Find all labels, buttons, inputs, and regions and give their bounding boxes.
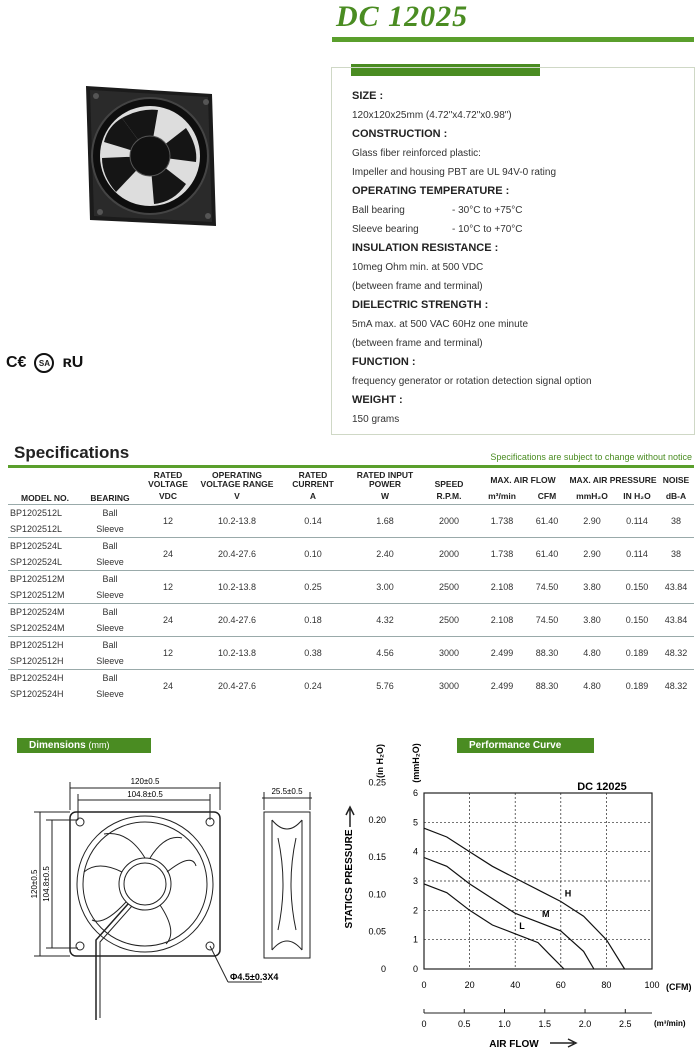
model-cell: BP1202524M: [8, 603, 82, 620]
bearing-cell: Ball: [82, 570, 138, 587]
y-tick-label-right: 6: [412, 788, 418, 798]
value-cell: 10.2-13.8: [198, 636, 276, 669]
value-cell: 38: [658, 537, 694, 570]
value-cell: 20.4-27.6: [198, 603, 276, 636]
series-line-l: [424, 884, 564, 969]
spec-pair: [352, 204, 684, 217]
value-cell: 0.24: [276, 669, 350, 702]
value-cell: 0.14: [276, 504, 350, 537]
value-cell: 2.499: [478, 636, 526, 669]
spec-heading-size: SIZE :: [352, 90, 384, 102]
value-cell: 0.10: [276, 537, 350, 570]
value-cell: 3.00: [350, 570, 420, 603]
value-cell: 0.189: [616, 636, 658, 669]
value-cell: 4.80: [568, 636, 616, 669]
spec-text: 10meg Ohm min. at 500 VDC: [352, 262, 484, 273]
bearing-cell: Ball: [82, 636, 138, 653]
dim-outer-width: 120±0.5: [130, 777, 160, 786]
y-unit-right: (mmH₂O): [411, 743, 421, 783]
dimensions-tab-label: Dimensions: [29, 740, 86, 751]
x-axis-label: AIR FLOW: [489, 1039, 539, 1050]
unit-cell: VDC: [138, 490, 198, 504]
spec-pair: [352, 223, 684, 236]
spec-heading-function: FUNCTION :: [352, 356, 416, 368]
spec-text: (between frame and terminal): [352, 281, 483, 292]
value-cell: 2.40: [350, 537, 420, 570]
unit-cell: m³/min: [478, 490, 526, 504]
value-cell: 24: [138, 603, 198, 636]
col-header-model: MODEL NO.: [20, 492, 69, 503]
spec-heading-temperature: OPERATING TEMPERATURE :: [352, 185, 510, 197]
value-cell: 3.80: [568, 603, 616, 636]
model-cell: SP1202512M: [10, 589, 65, 600]
x-tick-label: 100: [644, 980, 660, 990]
value-cell: 1.738: [478, 504, 526, 537]
fan-photo: [82, 80, 222, 230]
value-cell: 0.150: [616, 603, 658, 636]
value-cell: 1.738: [478, 537, 526, 570]
y-tick-label-right: 5: [412, 817, 418, 828]
model-cell: SP1202524L: [10, 556, 63, 567]
secondary-x-tick-label: 1.0: [498, 1019, 511, 1029]
bearing-cell: Sleeve: [96, 622, 124, 633]
value-cell: 2.90: [568, 504, 616, 537]
value-cell: 43.84: [658, 570, 694, 603]
model-cell: BP1202512H: [8, 636, 82, 653]
value-cell: 38: [658, 504, 694, 537]
col-header-pressure: MAX. AIR PRESSURE: [569, 474, 657, 485]
table-body: [8, 504, 694, 702]
y-unit-left: (in H₂O): [375, 744, 385, 778]
y-axis-arrow: [346, 807, 354, 827]
unit-cell: mmH₂O: [568, 490, 616, 504]
spec-text: 5mA max. at 500 VAC 60Hz one minute: [352, 319, 529, 330]
value-cell: 48.32: [658, 669, 694, 702]
bearing-cell: Ball: [82, 603, 138, 620]
table-row: [8, 669, 694, 686]
value-cell: 48.32: [658, 636, 694, 669]
y-tick-label-left: 0.05: [368, 926, 386, 937]
model-cell: BP1202512M: [8, 570, 82, 587]
value-cell: 0.189: [616, 669, 658, 702]
value-cell: 0.38: [276, 636, 350, 669]
unit-cell: CFM: [526, 490, 568, 504]
x-tick-label: 0: [421, 980, 427, 990]
value-cell: 2.108: [478, 603, 526, 636]
value-cell: 12: [138, 504, 198, 537]
x-tick-label: 80: [601, 980, 612, 990]
secondary-x-tick-label: 2.5: [619, 1019, 632, 1029]
bearing-cell: Sleeve: [96, 655, 124, 666]
x-tick-label: 60: [555, 980, 566, 990]
dimensions-tab: [17, 738, 151, 753]
value-cell: 88.30: [526, 636, 568, 669]
section-title: Specifications: [14, 443, 130, 462]
y-tick-label-right: 4: [412, 846, 418, 857]
model-cell: SP1202512L: [10, 523, 63, 534]
bearing-cell: Sleeve: [96, 556, 124, 567]
performance-chart: [336, 735, 700, 1050]
y-tick-label-right: 1: [412, 934, 418, 945]
y-tick-label-right: 3: [412, 876, 418, 886]
value-cell: 12: [138, 636, 198, 669]
bearing-cell: Ball: [82, 504, 138, 521]
value-cell: 61.40: [526, 504, 568, 537]
spec-pair-label: Sleeve bearing: [352, 224, 419, 235]
spec-heading-construction: CONSTRUCTION :: [352, 128, 448, 140]
value-cell: 3000: [420, 636, 478, 669]
unit-cell: V: [198, 490, 276, 504]
col-header-op-voltage: OPERATING VOLTAGE RANGE: [200, 470, 274, 489]
spec-heading-insulation: INSULATION RESISTANCE :: [352, 242, 499, 254]
model-cell: BP1202524H: [8, 669, 82, 686]
table-row: [8, 636, 694, 653]
dim-hole: Φ4.5±0.3X4: [230, 972, 279, 982]
model-cell: SP1202524H: [10, 688, 64, 699]
secondary-x-tick-label: 1.5: [538, 1019, 552, 1029]
spec-pair-value: - 30°C to +75°C: [452, 205, 523, 216]
y-tick-label-left: 0.10: [368, 889, 386, 900]
y-axis-label: STATICS PRESSURE: [344, 829, 355, 929]
value-cell: 24: [138, 537, 198, 570]
product-title: DC 12025: [336, 0, 469, 33]
y-tick-label-left: 0.15: [368, 852, 386, 863]
spec-text: Impeller and housing PBT are UL 94V-0 rating: [352, 167, 557, 178]
value-cell: 2500: [420, 603, 478, 636]
performance-tab-label: Performance Curve: [469, 740, 562, 751]
value-cell: 2.499: [478, 669, 526, 702]
value-cell: 4.56: [350, 636, 420, 669]
unit-cell: IN H₂O: [616, 490, 658, 504]
col-header-speed: SPEED: [434, 479, 464, 489]
secondary-x-tick-label: 2.0: [578, 1019, 592, 1029]
value-cell: 4.80: [568, 669, 616, 702]
series-label-l: L: [519, 920, 525, 931]
model-cell: BP1202512L: [8, 504, 82, 521]
value-cell: 2.108: [478, 570, 526, 603]
unit-cell: dB-A: [658, 490, 694, 504]
model-cell: BP1202524L: [8, 537, 82, 554]
value-cell: 10.2-13.8: [198, 570, 276, 603]
col-header-rated-current: RATED CURRENT: [292, 470, 334, 489]
dim-left-outer: 120±0.5: [30, 869, 39, 899]
spec-box: [331, 67, 695, 435]
value-cell: 0.114: [616, 537, 658, 570]
dim-hole-spacing: 104.8±0.5: [127, 790, 163, 799]
value-cell: 3000: [420, 669, 478, 702]
y-tick-label-left: 0: [380, 964, 386, 974]
value-cell: 0.150: [616, 570, 658, 603]
col-header-rated-voltage: RATED VOLTAGE: [148, 470, 188, 489]
table-header-row: [8, 470, 694, 490]
value-cell: 2500: [420, 570, 478, 603]
spec-text: Glass fiber reinforced plastic:: [352, 148, 481, 159]
value-cell: 2000: [420, 504, 478, 537]
spec-pair-value: - 10°C to +70°C: [452, 224, 523, 235]
ul-mark: ʀU: [62, 354, 84, 371]
table-row: [8, 504, 694, 521]
value-cell: 0.114: [616, 504, 658, 537]
model-cell: SP1202512H: [10, 655, 64, 666]
table-row: [8, 603, 694, 620]
value-cell: 88.30: [526, 669, 568, 702]
x-tick-label: 20: [464, 980, 475, 990]
spec-heading-dielectric: DIELECTRIC STRENGTH :: [352, 299, 489, 311]
spec-text: 120x120x25mm (4.72"x4.72"x0.98"): [352, 110, 512, 121]
x-tick-label: 40: [510, 980, 521, 990]
value-cell: 24: [138, 669, 198, 702]
value-cell: 43.84: [658, 603, 694, 636]
spec-pair-label: Ball bearing: [352, 205, 405, 216]
spec-text: frequency generator or rotation detection signal option: [352, 376, 592, 387]
value-cell: 3.80: [568, 570, 616, 603]
value-cell: 10.2-13.8: [198, 504, 276, 537]
value-cell: 1.68: [350, 504, 420, 537]
table-row: [8, 570, 694, 587]
series-label-h: H: [564, 888, 572, 899]
y-tick-label-left: 0.25: [368, 777, 386, 788]
value-cell: 4.32: [350, 603, 420, 636]
specifications-table: [8, 470, 694, 702]
value-cell: 0.25: [276, 570, 350, 603]
y-tick-label-left: 0.20: [368, 814, 386, 825]
unit-cell: R.P.M.: [420, 490, 478, 504]
value-cell: 74.50: [526, 570, 568, 603]
y-tick-label-right: 2: [412, 905, 418, 916]
value-cell: 2.90: [568, 537, 616, 570]
x-unit-secondary: (m³/min): [654, 1019, 686, 1028]
value-cell: 0.18: [276, 603, 350, 636]
unit-cell: W: [350, 490, 420, 504]
csa-mark: SA: [34, 353, 54, 373]
bearing-cell: Sleeve: [96, 523, 124, 534]
col-header-bearing: BEARING: [90, 492, 130, 503]
col-header-input-power: RATED INPUT POWER: [356, 470, 414, 489]
bearing-cell: Sleeve: [96, 688, 124, 699]
title-rule: [332, 37, 694, 42]
dim-depth: 25.5±0.5: [271, 787, 303, 796]
bearing-cell: Sleeve: [96, 589, 124, 600]
value-cell: 74.50: [526, 603, 568, 636]
value-cell: 61.40: [526, 537, 568, 570]
value-cell: 5.76: [350, 669, 420, 702]
spec-heading-weight: WEIGHT :: [352, 394, 403, 406]
col-header-noise: NOISE: [662, 474, 690, 485]
y-tick-label-right: 0: [412, 964, 418, 974]
col-header-airflow: MAX. AIR FLOW: [490, 474, 556, 485]
spec-text: (between frame and terminal): [352, 338, 483, 349]
value-cell: 12: [138, 570, 198, 603]
value-cell: 2000: [420, 537, 478, 570]
secondary-x-tick-label: 0: [421, 1019, 427, 1029]
model-cell: SP1202524M: [10, 622, 65, 633]
x-unit-primary: (CFM): [666, 982, 692, 992]
table-row: [8, 537, 694, 554]
secondary-x-tick-label: 0.5: [458, 1019, 471, 1029]
certification-marks: [6, 350, 83, 376]
bearing-cell: Ball: [82, 537, 138, 554]
chart-title: DC 12025: [577, 781, 627, 793]
unit-cell: A: [276, 490, 350, 504]
series-label-m: M: [542, 909, 550, 920]
section-rule: [8, 465, 694, 468]
section-note: Specifications are subject to change without notice: [490, 452, 692, 462]
value-cell: 20.4-27.6: [198, 537, 276, 570]
bearing-cell: Ball: [82, 669, 138, 686]
spec-text: 150 grams: [352, 414, 400, 425]
dimensions-drawing: [0, 760, 330, 1050]
x-axis-arrow: [550, 1039, 576, 1047]
dimensions-unit: (mm): [88, 740, 110, 750]
ce-mark: C€: [6, 354, 27, 371]
value-cell: 20.4-27.6: [198, 669, 276, 702]
dim-left-inner: 104.8±0.5: [42, 866, 51, 902]
